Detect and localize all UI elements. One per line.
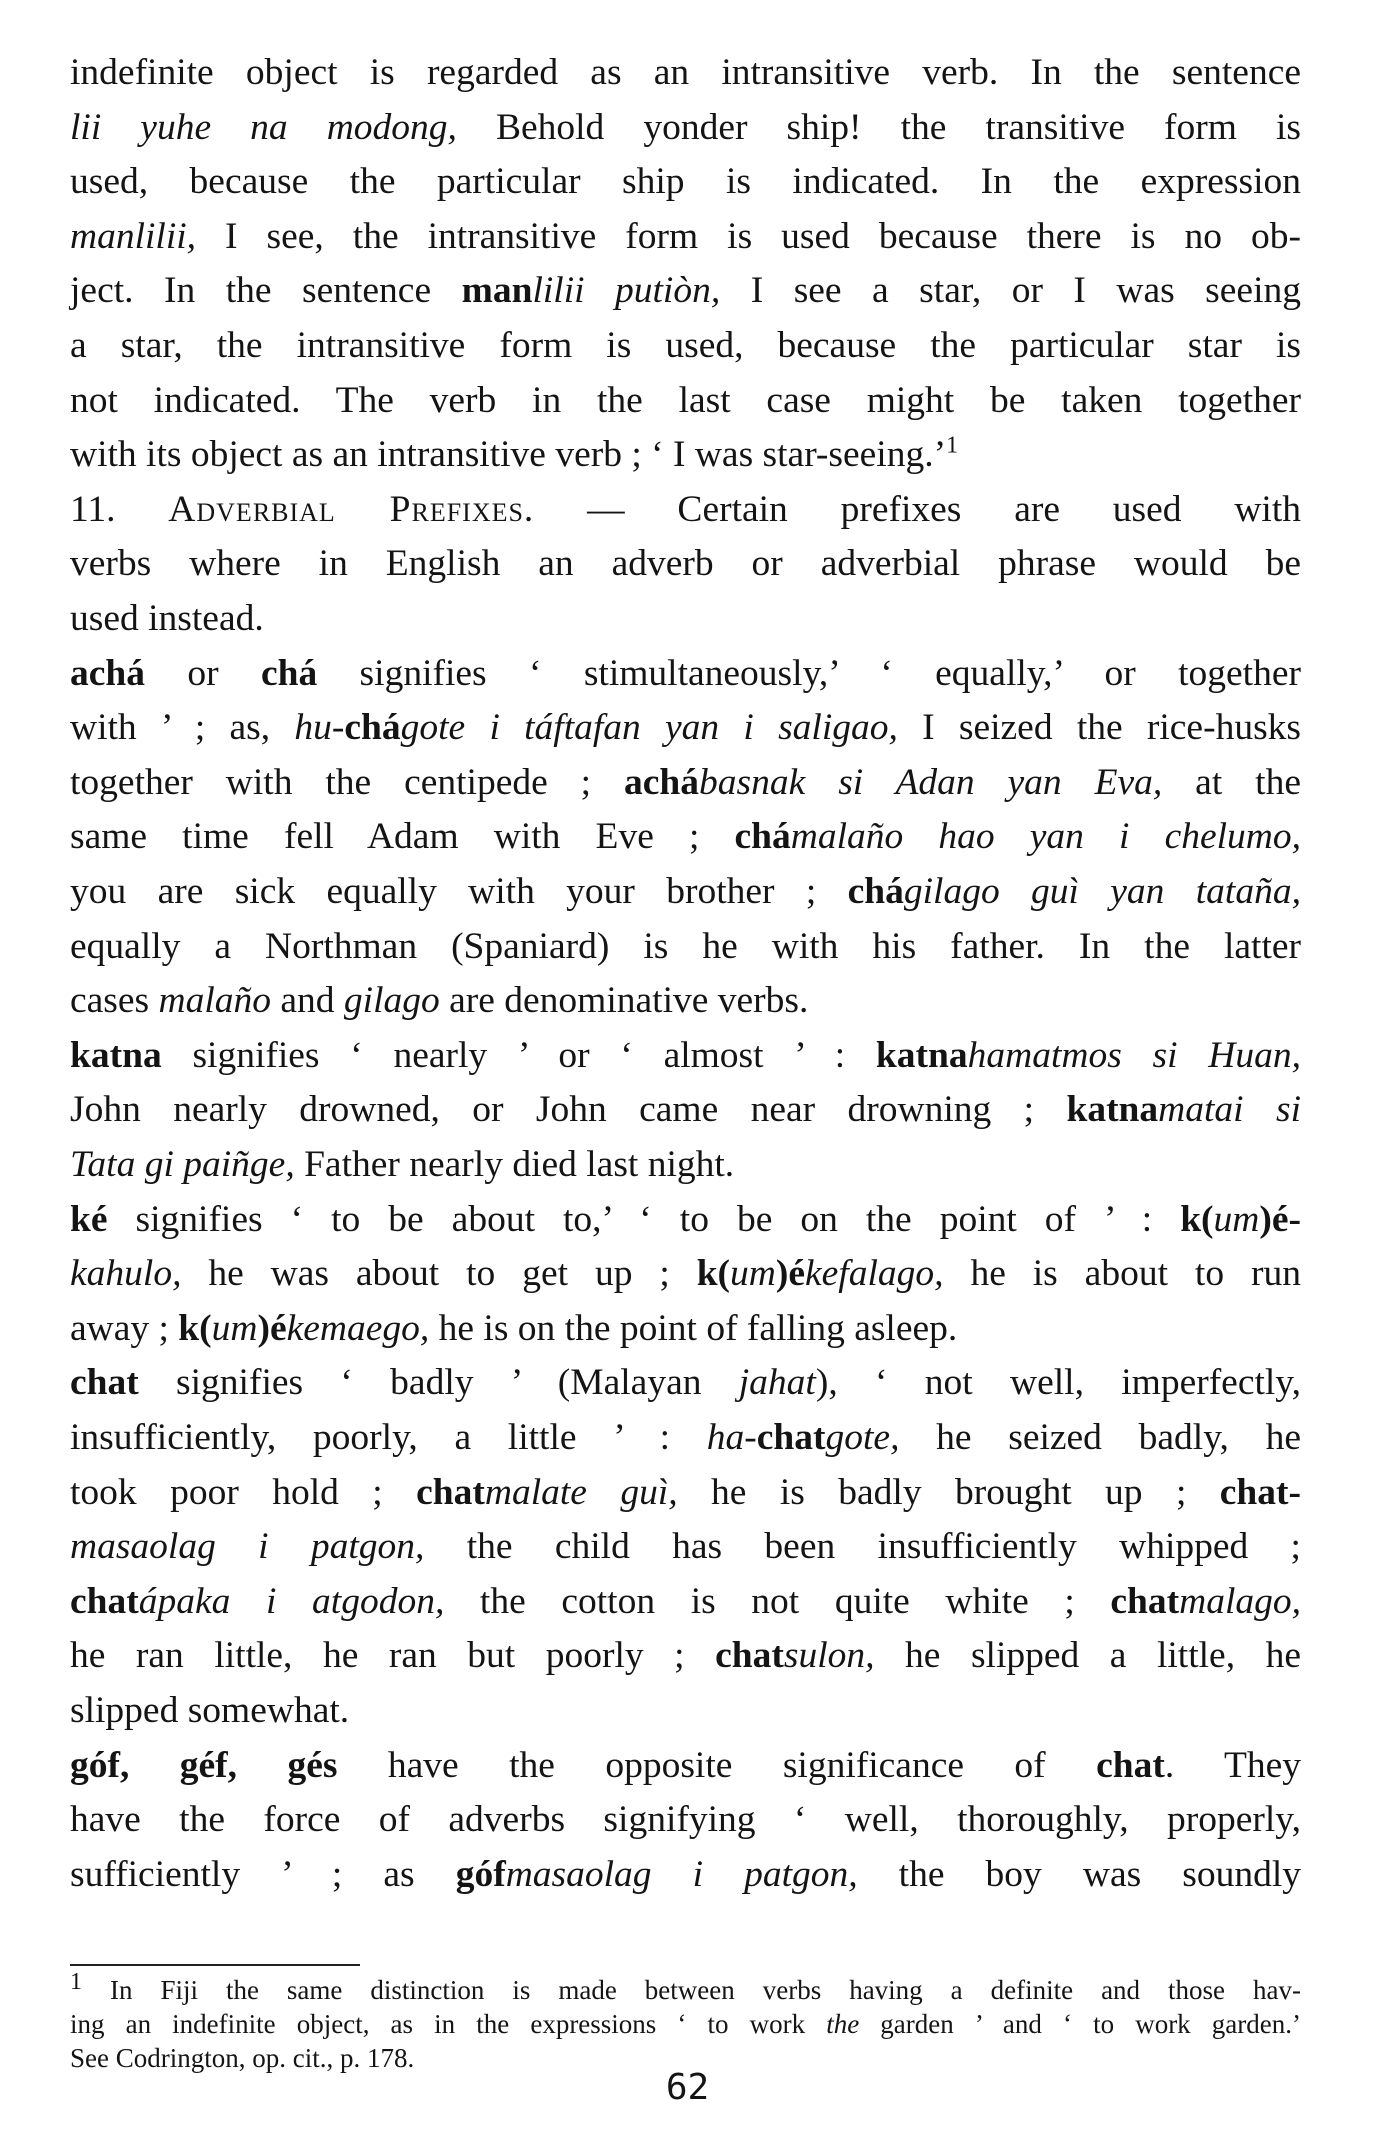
body-line <box>70 865 1301 919</box>
body-line <box>70 756 1301 810</box>
body-text: lilii putiòn, <box>532 270 721 312</box>
body-line <box>70 920 1301 974</box>
body-line <box>70 210 1301 264</box>
body-text: sufficiently ’ ; as <box>70 1853 456 1895</box>
body-text: chat <box>70 1362 139 1404</box>
body-text: malaño <box>158 980 271 1022</box>
body-text: chat <box>715 1635 784 1677</box>
body-text: — Certain prefixes are used with <box>534 488 1301 530</box>
body-text: ápaka i atgodon, <box>138 1580 445 1622</box>
body-line <box>70 319 1301 373</box>
body-text: k( <box>696 1253 731 1295</box>
body-text: equally a Northman (Spaniard) is he with his father. In the latter <box>70 925 1301 967</box>
body-text: )é <box>775 1253 806 1295</box>
body-line <box>70 1520 1301 1574</box>
body-line <box>70 1356 1301 1410</box>
body-line <box>70 1575 1301 1629</box>
body-text: gilago <box>343 980 440 1022</box>
body-text: malaño hao yan i chelumo, <box>790 816 1301 858</box>
body-text: hu- <box>294 707 345 749</box>
body-text: chá <box>344 707 401 749</box>
body-text: the boy was soundly <box>857 1853 1301 1895</box>
body-text: Tata gi paiñge, <box>70 1144 295 1185</box>
body-line <box>70 592 1301 646</box>
body-text: the cotton is not quite white ; <box>444 1580 1111 1622</box>
body-text: ha- <box>706 1417 757 1458</box>
body-text: jahat <box>738 1362 816 1404</box>
body-line <box>70 264 1301 318</box>
body-text: are denominative verbs. <box>439 980 809 1022</box>
foot-text: 1 <box>70 1969 82 1995</box>
body-line <box>70 1848 1301 1902</box>
body-text: or <box>145 652 261 694</box>
body-text: kefalago, <box>805 1253 944 1295</box>
body-text: signifies ‘ to be about to,’ ‘ to be on the point of ’ : <box>107 1198 1181 1240</box>
body-text: katna <box>1066 1089 1159 1131</box>
body-text: not indicated. The verb in the last case might be taken together <box>70 379 1301 421</box>
body-text: used instead. <box>70 598 264 639</box>
body-text: a star, the intransitive form is used, because the particular star is <box>70 325 1301 366</box>
body-text: took poor hold ; <box>70 1471 417 1513</box>
body-text: ject. In the sentence <box>70 270 462 312</box>
foot-text: ing an indefinite object, as in the expressions ‘ to work <box>70 2009 827 2039</box>
body-text: I see, the intransitive form is used because there is no ob- <box>196 215 1301 257</box>
body-line <box>70 1193 1301 1247</box>
body-text: k( <box>1180 1198 1214 1240</box>
body-text: he is on the point of falling asleep. <box>429 1307 958 1349</box>
foot-line <box>70 2006 1301 2043</box>
body-text: signifies ‘ nearly ’ or ‘ almost ’ : <box>161 1034 876 1076</box>
body-line <box>70 537 1301 591</box>
body-text: chá <box>734 816 791 858</box>
body-text: at the <box>1162 761 1301 803</box>
body-text: kemaego, <box>286 1307 430 1349</box>
body-text: )é- <box>1259 1198 1301 1240</box>
body-line <box>70 1138 1301 1192</box>
body-text: um <box>211 1307 258 1349</box>
body-text: um <box>1213 1198 1260 1240</box>
body-line <box>70 1247 1301 1301</box>
body-text: chat <box>1096 1744 1165 1786</box>
page-number: 62 <box>665 2067 710 2108</box>
body-text: 1 <box>946 432 959 459</box>
body-text: kahulo, <box>70 1253 182 1295</box>
body-line <box>70 1029 1301 1083</box>
body-text: insufficiently, poorly, a little ’ : <box>70 1417 707 1458</box>
body-text: you are sick equally with your brother ; <box>70 871 848 912</box>
body-text: the child has been insufficiently whipped ; <box>424 1526 1301 1568</box>
body-text: sulon, <box>783 1635 875 1677</box>
body-line <box>70 1466 1301 1520</box>
body-line <box>70 155 1301 209</box>
body-text: . They <box>1164 1744 1301 1786</box>
foot-text: In Fiji the same distinction is made between verbs having a definite and those hav- <box>82 1975 1301 2005</box>
body-text: I seized the rice-husks <box>897 707 1302 749</box>
body-text: k( <box>178 1307 212 1349</box>
foot-line <box>70 1969 1301 2009</box>
body-text: Adverbial Prefixes. <box>168 488 535 530</box>
body-text: have the opposite significance of <box>337 1744 1097 1786</box>
body-text: malago, <box>1179 1580 1301 1622</box>
body-text: with ’ ; as, <box>70 707 295 749</box>
body-text: man <box>461 270 533 312</box>
body-text: gote i táftafan yan i saligao, <box>400 707 898 749</box>
body-text: signifies ‘ stimultaneously,’ ‘ equally,’ or together <box>317 652 1301 694</box>
body-line <box>70 101 1301 155</box>
body-line <box>70 46 1301 100</box>
body-line <box>70 1411 1301 1465</box>
foot-text: the <box>826 2009 860 2039</box>
body-text: he was about to get up ; <box>181 1253 697 1295</box>
body-text: masaolag i patgon, <box>505 1853 858 1895</box>
body-text: matai si <box>1158 1089 1301 1131</box>
body-text: he is about to run <box>943 1253 1301 1295</box>
body-line <box>70 1739 1301 1793</box>
body-text: have the force of adverbs signifying ‘ well, thoroughly, properly, <box>70 1799 1301 1841</box>
body-text: indefinite object is regarded as an intransitive verb. In the sentence <box>70 52 1301 93</box>
body-text: away ; <box>70 1307 179 1349</box>
body-line <box>70 647 1301 701</box>
body-text: and <box>271 980 344 1022</box>
body-text: gote, <box>825 1417 900 1458</box>
body-text: ké <box>70 1198 108 1240</box>
body-text: lii yuhe na modong, <box>70 106 457 148</box>
body-line <box>70 374 1301 428</box>
body-text: Father nearly died last night. <box>294 1144 735 1185</box>
body-line <box>70 1083 1301 1137</box>
body-text: he ran little, he ran but poorly ; <box>70 1635 716 1677</box>
body-text: together with the centipede ; <box>70 761 625 803</box>
foot-text: See Codrington, op. cit., p. 178. <box>70 2043 415 2073</box>
body-text: um <box>730 1253 776 1295</box>
body-line <box>70 974 1301 1028</box>
body-text: chat <box>1110 1580 1180 1622</box>
body-text: with its object as an intransitive verb ; ‘ I was star-seeing.’ <box>70 434 947 476</box>
body-text: manlilii, <box>70 215 197 257</box>
body-text: achá <box>624 761 700 803</box>
body-text: góf <box>455 1853 506 1895</box>
body-text: he seized badly, he <box>899 1417 1301 1458</box>
body-text: chat <box>756 1417 826 1458</box>
body-text: katna <box>70 1034 162 1076</box>
body-text: hamatmos si Huan, <box>967 1034 1301 1076</box>
body-text: same time fell Adam with Eve ; <box>70 816 735 858</box>
body-text: cases <box>70 980 159 1022</box>
body-text: he is badly brought up ; <box>677 1471 1220 1513</box>
body-line <box>70 701 1301 755</box>
body-text: malate guì, <box>484 1471 678 1513</box>
body-text: chat <box>70 1580 139 1622</box>
body-line <box>70 1629 1301 1683</box>
body-text: verbs where in English an adverb or adverbial phrase would be <box>70 543 1301 585</box>
body-text: chá <box>847 871 904 912</box>
body-text: signifies ‘ badly ’ (Malayan <box>138 1362 739 1404</box>
body-text: katna <box>875 1034 968 1076</box>
body-text: basnak si Adan yan Eva, <box>699 761 1163 803</box>
body-text: used, because the particular ship is indicated. In the expression <box>70 161 1301 203</box>
body-text: ), ‘ not well, imperfectly, <box>815 1362 1302 1404</box>
body-line <box>70 1684 1301 1738</box>
body-text: achá <box>70 652 145 694</box>
body-line <box>70 1302 1301 1356</box>
body-text: góf, géf, gés <box>70 1744 338 1786</box>
body-text: chat <box>416 1471 485 1513</box>
foot-text: garden ’ and ‘ to work garden.’ <box>859 2009 1301 2039</box>
body-text: he slipped a little, he <box>874 1635 1301 1677</box>
body-line <box>70 810 1301 864</box>
body-line <box>70 1793 1301 1847</box>
body-text: masaolag i patgon, <box>70 1526 425 1568</box>
body-text: chá <box>260 652 318 694</box>
body-text: slipped somewhat. <box>70 1690 350 1731</box>
body-text: John nearly drowned, or John came near drowning ; <box>70 1089 1067 1131</box>
body-text: I see a star, or I was seeing <box>720 270 1301 312</box>
body-text: Behold yonder ship! the transitive form is <box>456 106 1301 148</box>
body-line <box>70 428 1301 482</box>
body-text: 11. <box>70 488 169 530</box>
body-text: )é <box>257 1307 287 1349</box>
body-line <box>70 483 1301 537</box>
body-text: gilago guì yan tataña, <box>903 871 1301 912</box>
body-text: chat- <box>1219 1471 1302 1513</box>
footnote-rule <box>70 1964 360 1966</box>
